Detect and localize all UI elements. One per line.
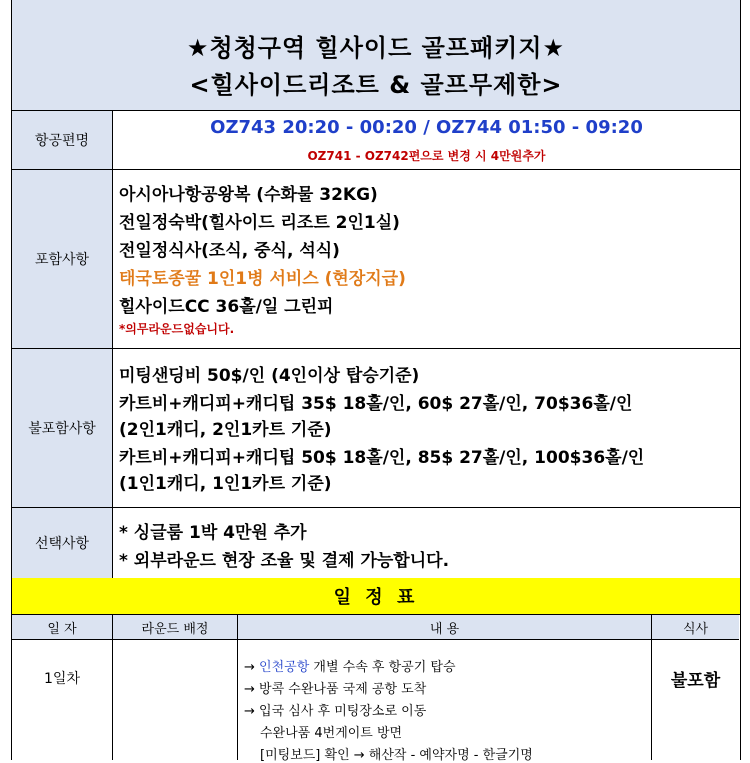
excluded-item: 카트비+캐디피+캐디팁 50$ 18홀/인, 85$ 27홀/인, 100$36홀/인 (119, 448, 645, 468)
itinerary-highlight: 인천공항 (259, 660, 310, 675)
excluded-item: (2인1캐디, 2인1카트 기준) (119, 420, 332, 440)
itinerary-text: 입국 심사 후 미팅장소로 이동 (254, 704, 427, 719)
included-item: 아시아나항공왕복 (수화물 32KG) (119, 185, 378, 205)
day1-label (12, 640, 113, 760)
excluded-item: 카트비+캐디피+캐디팁 35$ 18홀/인, 60$ 27홀/인, 70$36홀/인 (119, 394, 633, 414)
header-round: 라운드 배정 (113, 615, 238, 640)
optional-item: * 외부라운드 현장 조율 및 결제 가능합니다. (119, 551, 450, 571)
flight-row (12, 111, 740, 170)
included-note: *의무라운드없습니다. (119, 322, 235, 336)
itinerary-text: 개별 수속 후 항공기 탑승 (309, 660, 456, 675)
header-meal: 식사 (652, 615, 739, 640)
day1-round (113, 640, 238, 760)
excluded-label: 불포함사항 (12, 349, 113, 507)
arrow-icon: → (244, 660, 255, 675)
excluded-content (113, 349, 740, 507)
itinerary-text: 방콕 수완나품 국제 공항 도착 (254, 682, 427, 697)
itinerary-item (244, 678, 426, 697)
package-sheet (11, 0, 741, 763)
flight-content (113, 111, 740, 169)
day1-content (238, 640, 652, 763)
day1-meal-text: 불포함 (670, 670, 721, 691)
excluded-item: 미팅샌딩비 50$/인 (4인이상 탑승기준) (119, 366, 420, 386)
package-title: ★청청구역 힐사이드 골프패키지★ (186, 34, 566, 62)
day1-meal (652, 640, 739, 760)
included-label: 포함사항 (12, 170, 113, 348)
title-box (12, 0, 740, 111)
itinerary-item: 수완나품 4번게이트 방면 (260, 726, 403, 741)
included-item: 전일정식사(조식, 중식, 석식) (119, 241, 340, 261)
excluded-row (12, 349, 740, 508)
included-content (113, 170, 740, 348)
schedule-title: 일 정 표 (12, 578, 740, 615)
optional-row (12, 508, 740, 579)
flight-label: 항공편명 (12, 111, 113, 169)
arrow-icon: → (244, 682, 255, 697)
included-item-honey: 태국토종꿀 1인1병 서비스 (현장지급) (119, 269, 406, 289)
header-content: 내 용 (238, 615, 652, 640)
header-day: 일 자 (12, 615, 113, 640)
included-item: 힐사이드CC 36홀/일 그린피 (119, 297, 334, 317)
excluded-item: (1인1캐디, 1인1카트 기준) (119, 474, 332, 494)
optional-item: * 싱글룸 1박 4만원 추가 (119, 523, 307, 543)
included-item: 전일정숙박(힐사이드 리조트 2인1실) (119, 213, 400, 233)
itinerary-item (244, 700, 426, 719)
package-subtitle: <힐사이드리조트 & 골프무제한> (189, 71, 563, 99)
included-row (12, 170, 740, 349)
optional-content (113, 508, 740, 578)
flight-schedule: OZ743 20:20 - 00:20 / OZ744 01:50 - 09:20 (210, 117, 643, 138)
day1-text: 1일차 (44, 671, 80, 687)
optional-label: 선택사항 (12, 508, 113, 578)
flight-change-note: OZ741 - OZ742편으로 변경 시 4만원추가 (307, 149, 546, 163)
itinerary-item (244, 656, 456, 675)
itinerary-item: [미팅보드] 확인 → 해산작 - 예약자명 - 한글기명 (260, 748, 533, 763)
arrow-icon: → (244, 704, 255, 719)
